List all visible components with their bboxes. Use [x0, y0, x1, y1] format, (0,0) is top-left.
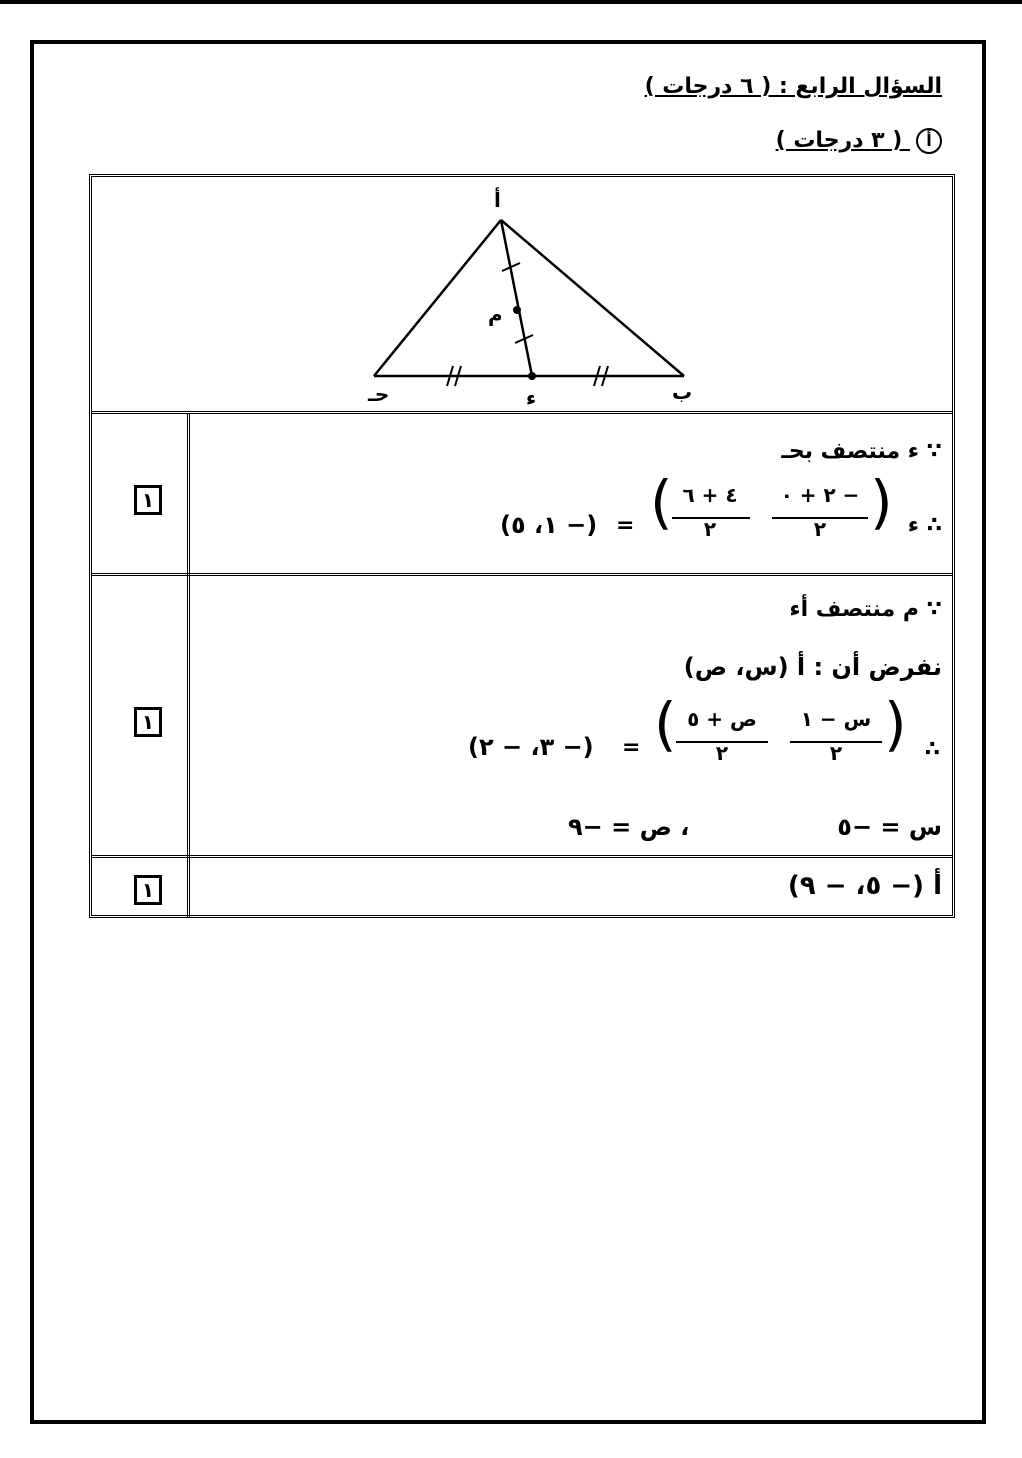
- step2-x-result: س = −٥: [837, 813, 942, 841]
- step2-y-result: ، ص = −٩: [568, 813, 690, 841]
- step2-frac1-den: ٢: [829, 741, 843, 765]
- part-marks: ( ٣ درجات ): [775, 128, 903, 153]
- row-divider-3: [92, 855, 952, 858]
- mark-box-2: ١: [134, 707, 162, 737]
- triangle-diagram: [92, 177, 952, 411]
- step1-therefore: ∴ ء: [907, 513, 942, 538]
- step1-frac1: [768, 483, 872, 541]
- marks-column-divider: [187, 413, 190, 918]
- row-divider-2: [92, 573, 952, 576]
- step2-frac2-num: ص + ٥: [687, 707, 757, 731]
- step2-paren-right: ): [884, 690, 907, 758]
- step2-frac1-bar: [790, 741, 882, 743]
- step1-because: ∵ ء منتصف ب‍حـ: [781, 439, 942, 464]
- step3-answer: أ (− ٥، − ٩): [787, 871, 942, 901]
- label-d: ء: [526, 386, 537, 410]
- step2-frac1-num: س − ١: [800, 707, 872, 731]
- step2-therefore: ∴: [924, 737, 940, 762]
- part-heading: [776, 128, 942, 154]
- step2-equals: =: [622, 735, 641, 760]
- mark-box-1: ١: [134, 485, 162, 515]
- step1-equals: =: [616, 513, 635, 538]
- part-label-circle: أ: [916, 128, 942, 154]
- solution-table: [89, 174, 955, 918]
- step1-frac2: [668, 483, 752, 541]
- point-d: [528, 372, 536, 380]
- step1-paren-left: (: [650, 468, 673, 536]
- step1-paren-right: ): [870, 468, 893, 536]
- step1-frac1-den: ٢: [813, 517, 827, 541]
- mark-box-3: ١: [134, 875, 162, 905]
- label-c: حـ: [368, 382, 390, 406]
- step2-because: ∵ م منتصف أء: [789, 597, 942, 622]
- step1-frac1-num: − ٢ + ٠: [780, 483, 860, 507]
- label-a: أ: [494, 188, 501, 212]
- question-title: السؤال الرابع : ( ٦ درجات ): [644, 74, 942, 99]
- step1-frac2-num: ٤ + ٦: [682, 483, 738, 507]
- step2-frac1: [786, 707, 886, 765]
- point-m: [513, 306, 521, 314]
- side-ac: [374, 220, 501, 376]
- top-edge-bar: [0, 0, 1022, 4]
- step1-frac2-den: ٢: [703, 517, 717, 541]
- step2-frac2: [672, 707, 772, 765]
- step2-frac2-bar: [676, 741, 768, 743]
- step2-result: (− ٣، − ٢): [468, 733, 594, 761]
- step1-result: (− ١، ٥): [500, 511, 598, 539]
- row-divider-1: [92, 411, 952, 414]
- step2-frac2-den: ٢: [715, 741, 729, 765]
- step1-frac2-bar: [672, 517, 750, 519]
- step2-assume: نفرض أن : أ (س، ص): [683, 653, 942, 681]
- label-b: ب: [672, 380, 693, 404]
- label-m: م: [488, 302, 503, 326]
- step1-frac1-bar: [772, 517, 868, 519]
- step2-paren-left: (: [654, 690, 677, 758]
